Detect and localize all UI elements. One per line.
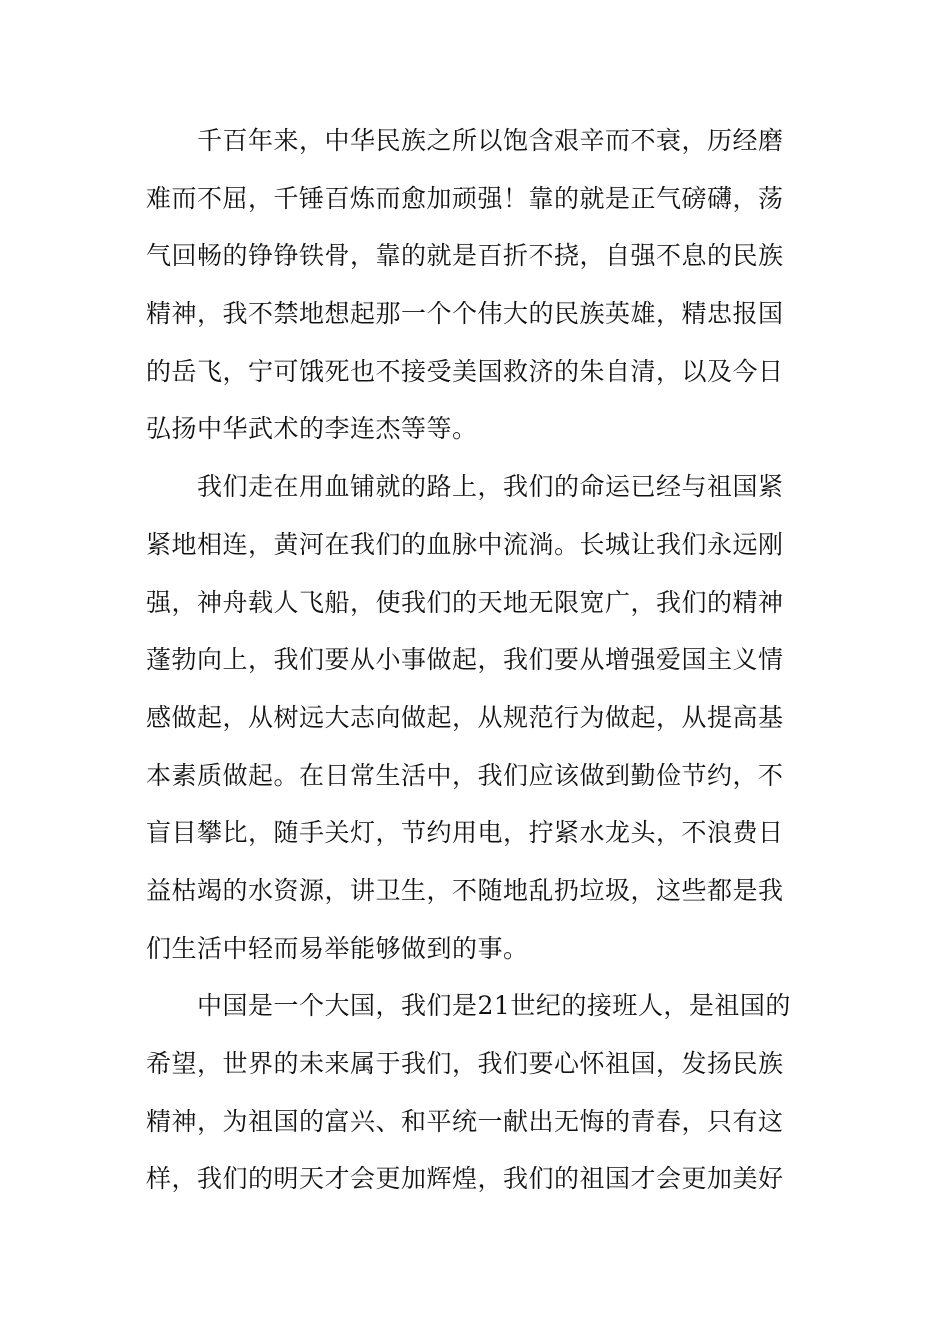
text-line: 的岳飞，宁可饿死也不接受美国救济的朱自清，以及今日 [146, 356, 784, 386]
text-line: 们生活中轻而易举能够做到的事。 [146, 933, 529, 963]
text-line: 感做起，从树远大志向做起，从规范行为做起，从提高基 [146, 702, 784, 732]
text-line: 本素质做起。在日常生活中，我们应该做到勤俭节约，不 [146, 760, 784, 790]
text-line: 中国是一个大国，我们是21世纪的接班人，是祖国的 [197, 991, 791, 1021]
document-body [146, 112, 808, 1208]
text-line: 希望，世界的未来属于我们，我们要心怀祖国，发扬民族 [146, 1049, 784, 1078]
text-line: 精神，我不禁地想起那一个个伟大的民族英雄，精忠报国 [146, 299, 784, 329]
text-line: 千百年来，中华民族之所以饱含艰辛而不衰，历经磨 [197, 126, 784, 155]
text-line: 难而不屈，千锤百炼而愈加顽强！靠的就是正气磅礴，荡 [146, 183, 784, 213]
text-line: 蓬勃向上，我们要从小事做起，我们要从增强爱国主义情 [146, 645, 784, 675]
paragraph-1 [146, 112, 808, 458]
paragraph-2 [146, 458, 808, 977]
text-line: 样，我们的明天才会更加辉煌，我们的祖国才会更加美好 [146, 1164, 784, 1194]
text-line: 弘扬中华武术的李连杰等等。 [146, 414, 478, 444]
text-line: 气回畅的铮铮铁骨，靠的就是百折不挠，自强不息的民族 [146, 241, 784, 271]
text-line: 精神，为祖国的富兴、和平统一献出无悔的青春，只有这 [146, 1106, 784, 1136]
text-line: 强，神舟载人飞船，使我们的天地无限宽广，我们的精神 [146, 587, 784, 617]
text-line: 盲目攀比，随手关灯，节约用电，拧紧水龙头，不浪费日 [146, 818, 784, 848]
text-line: 益枯竭的水资源，讲卫生，不随地乱扔垃圾，这些都是我 [146, 875, 784, 905]
text-line: 紧地相连，黄河在我们的血脉中流淌。长城让我们永远刚 [146, 529, 784, 559]
text-line: 我们走在用血铺就的路上，我们的命运已经与祖国紧 [197, 472, 784, 502]
paragraph-3 [146, 977, 808, 1208]
